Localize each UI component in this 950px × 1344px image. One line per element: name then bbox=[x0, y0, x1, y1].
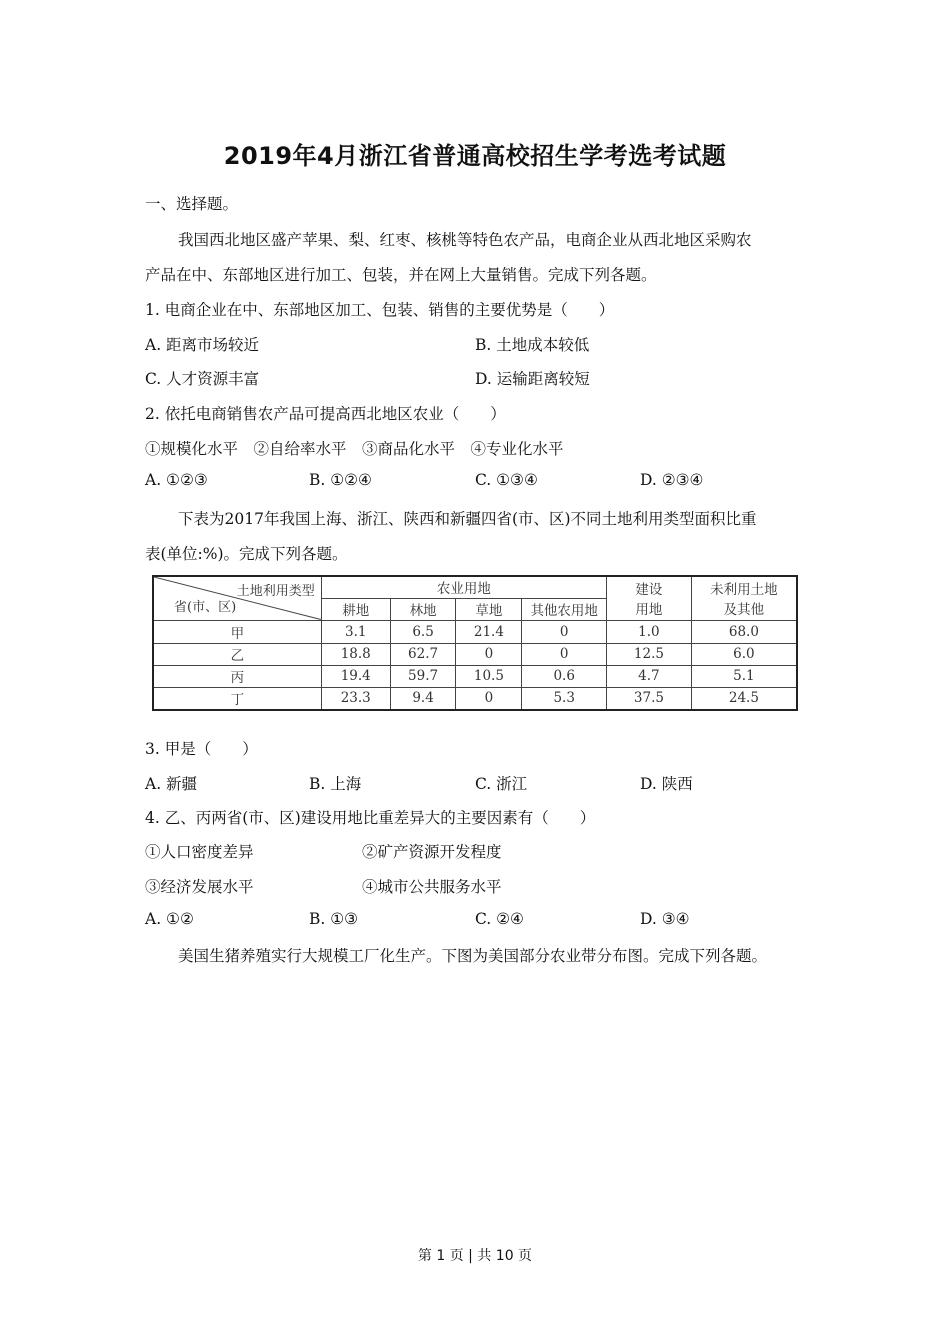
q2-option-a: A. ①②③ bbox=[145, 471, 208, 489]
q2-option-b: B. ①②④ bbox=[309, 471, 372, 489]
q4-stem: 4. 乙、丙两省(市、区)建设用地比重差异大的主要因素有（ ） bbox=[145, 809, 596, 827]
header-construction-land bbox=[607, 576, 692, 620]
passage1-line2: 产品在中、东部地区进行加工、包装，并在网上大量销售。完成下列各题。 bbox=[145, 266, 657, 284]
row-label: 丁 bbox=[153, 687, 321, 710]
table-cell: 37.5 bbox=[607, 687, 692, 710]
q1-option-c: C. 人才资源丰富 bbox=[145, 370, 260, 388]
row-label: 甲 bbox=[153, 620, 321, 643]
table-cell: 12.5 bbox=[607, 643, 692, 665]
row-label: 乙 bbox=[153, 643, 321, 665]
table-cell: 19.4 bbox=[321, 665, 390, 687]
document-title: 2019年4月浙江省普通高校招生学考选考试题 bbox=[223, 142, 727, 170]
section-heading: 一、选择题。 bbox=[145, 195, 239, 213]
table-cell: 0 bbox=[456, 687, 522, 710]
table-cell: 0 bbox=[456, 643, 522, 665]
table-cell: 3.1 bbox=[321, 620, 390, 643]
land-use-table bbox=[152, 575, 798, 711]
q4-item-3: ③经济发展水平 bbox=[145, 878, 254, 896]
q4-option-d: D. ③④ bbox=[640, 910, 690, 928]
q4-option-b: B. ①③ bbox=[309, 910, 359, 928]
q1-option-b: B. 土地成本较低 bbox=[475, 336, 590, 354]
q4-item-4: ④城市公共服务水平 bbox=[362, 878, 502, 896]
header-unused-line1: 未利用土地 bbox=[710, 582, 778, 599]
q1-option-a: A. 距离市场较近 bbox=[145, 336, 260, 354]
table-cell: 1.0 bbox=[607, 620, 692, 643]
table-row bbox=[153, 620, 797, 643]
corner-label-top: 土地利用类型 bbox=[236, 584, 315, 599]
q4-item-2: ②矿产资源开发程度 bbox=[362, 843, 502, 861]
table-cell: 62.7 bbox=[390, 643, 456, 665]
header-other-agri: 其他农用地 bbox=[522, 598, 607, 620]
table-cell: 59.7 bbox=[390, 665, 456, 687]
page-footer: 第 1 页 | 共 10 页 bbox=[417, 1248, 533, 1264]
table-cell: 6.5 bbox=[390, 620, 456, 643]
table-row bbox=[153, 643, 797, 665]
header-grassland: 草地 bbox=[456, 598, 522, 620]
q1-stem: 1. 电商企业在中、东部地区加工、包装、销售的主要优势是（ ） bbox=[145, 301, 615, 319]
table-cell: 21.4 bbox=[456, 620, 522, 643]
corner-label-bottom: 省(市、区) bbox=[174, 599, 237, 615]
table-cell: 4.7 bbox=[607, 665, 692, 687]
header-construction-line2: 用地 bbox=[635, 602, 663, 619]
passage2-line1: 下表为2017年我国上海、浙江、陕西和新疆四省(市、区)不同土地利用类型面积比重 bbox=[178, 510, 757, 528]
q2-option-d: D. ②③④ bbox=[640, 471, 704, 489]
table-cell: 68.0 bbox=[691, 620, 797, 643]
q1-option-d: D. 运输距离较短 bbox=[475, 370, 590, 388]
q2-stem: 2. 依托电商销售农产品可提高西北地区农业（ ） bbox=[145, 405, 506, 423]
table-cell: 0 bbox=[522, 643, 607, 665]
table-cell: 0.6 bbox=[522, 665, 607, 687]
header-cropland: 耕地 bbox=[321, 598, 390, 620]
q3-option-d: D. 陕西 bbox=[640, 775, 693, 793]
header-unused-land bbox=[691, 576, 797, 620]
table-cell: 0 bbox=[522, 620, 607, 643]
table-cell: 23.3 bbox=[321, 687, 390, 710]
q4-option-c: C. ②④ bbox=[475, 910, 524, 928]
q3-option-c: C. 浙江 bbox=[475, 775, 528, 793]
header-construction-line1: 建设 bbox=[635, 582, 663, 599]
q4-item-1: ①人口密度差异 bbox=[145, 843, 254, 861]
header-forest: 林地 bbox=[390, 598, 456, 620]
passage3: 美国生猪养殖实行大规模工厂化生产。下图为美国部分农业带分布图。完成下列各题。 bbox=[178, 947, 768, 965]
header-unused-line2: 及其他 bbox=[723, 602, 765, 619]
table-row bbox=[153, 687, 797, 710]
q4-option-a: A. ①② bbox=[145, 910, 194, 928]
table-cell: 5.1 bbox=[691, 665, 797, 687]
row-label: 丙 bbox=[153, 665, 321, 687]
table-cell: 9.4 bbox=[390, 687, 456, 710]
q3-option-a: A. 新疆 bbox=[145, 775, 198, 793]
table-cell: 6.0 bbox=[691, 643, 797, 665]
table-cell: 18.8 bbox=[321, 643, 390, 665]
table-cell: 24.5 bbox=[691, 687, 797, 710]
header-agricultural-land: 农业用地 bbox=[321, 576, 606, 598]
table-cell: 5.3 bbox=[522, 687, 607, 710]
passage2-line2: 表(单位:%)。完成下列各题。 bbox=[145, 545, 348, 563]
table-cell: 10.5 bbox=[456, 665, 522, 687]
table-corner-header bbox=[153, 576, 321, 620]
q2-items: ①规模化水平 ②自给率水平 ③商品化水平 ④专业化水平 bbox=[145, 440, 564, 458]
q3-stem: 3. 甲是（ ） bbox=[145, 740, 258, 758]
table-row bbox=[153, 665, 797, 687]
q3-option-b: B. 上海 bbox=[309, 775, 362, 793]
q2-option-c: C. ①③④ bbox=[475, 471, 538, 489]
passage1-line1: 我国西北地区盛产苹果、梨、红枣、核桃等特色农产品，电商企业从西北地区采购农 bbox=[178, 231, 752, 249]
